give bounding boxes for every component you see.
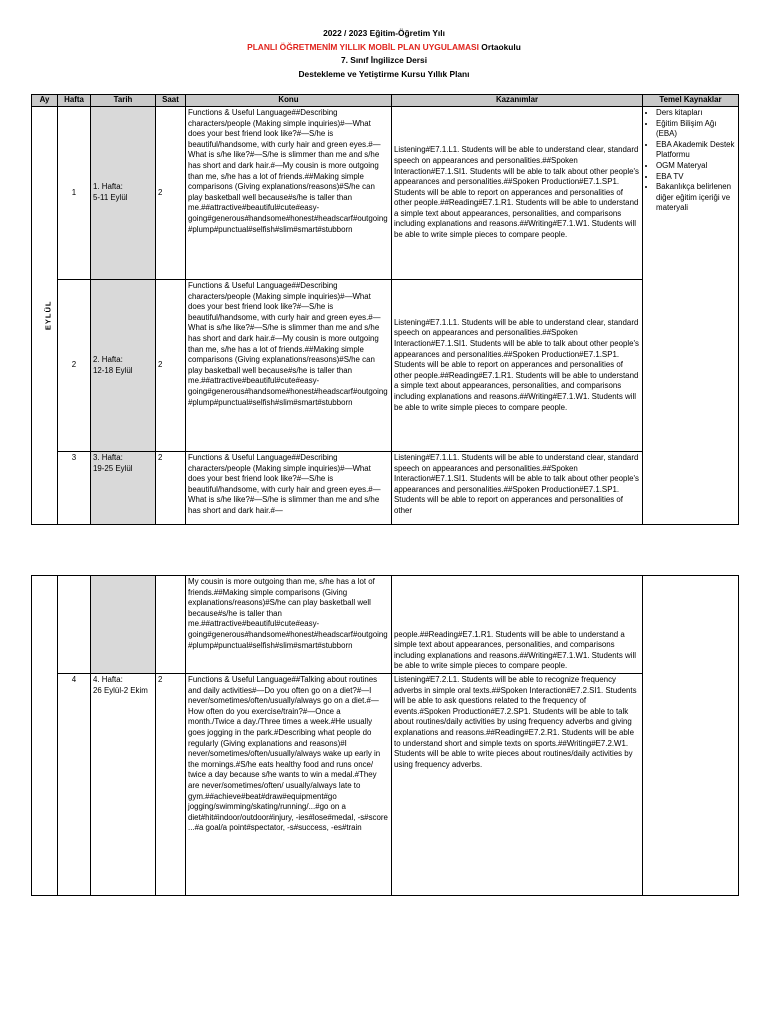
resource-item: • EBA Akademik Destek Platformu (656, 140, 736, 161)
header-school: Ortaokulu (478, 41, 521, 52)
outcomes-text: Listening#E7.1.L1. Students will be able to understand clear, standard speech on appearances and personalities.##Spoken Interaction#E7.1.SI1. Students will be able to talk about other people's appearances and personalities.##Spoken Production#E7.1.SP1. Students will be able to report on apperances and personalities of other people.##Reading#E7.1.R1. Students will be able to understand a simple text about appearances, personalities, and comparisons including explanations and reasons.##Writing#E7.1.W1. Students will be able to write simple pieces to compare people. (392, 280, 643, 452)
outcomes-text: Listening#E7.2.L1. Students will be able to recognize frequency adverbs in simple oral texts.##Spoken Interaction#E7.2.SI1. Students will be able to ask questions related to the frequency of events.#Spoken Production#E7.2.SP1. Students will be able to talk about routines/daily activities by using frequency adverbs and giving explanations and reasons.##Reading#E7.2.R1. Students will be able to understand short and simple texts on sports.##Writing#E7.2.W1. Students will be able to write pieces about routines/daily activities by using frequency adverbs. (392, 674, 643, 896)
header-plan-type: Destekleme ve Yetiştirme Kursu Yıllık Planı (298, 68, 470, 79)
week-date (91, 576, 156, 674)
col-header-tarih: Tarih (91, 95, 156, 107)
document-header (0, 27, 768, 81)
week-date: 4. Hafta: 26 Eylül-2 Ekim (91, 674, 156, 896)
resource-item: • EBA TV (656, 172, 736, 183)
week-number: 3 (58, 452, 91, 525)
resources-cell (643, 107, 739, 525)
hours: 2 (156, 674, 186, 896)
resource-item: • OGM Materyal (656, 161, 736, 172)
topic-text: Functions & Useful Language##Talking about routines and daily activities#—Do you often go on a diet?#—I never/sometimes/often/usually/always go on a diet.#—How often do you exercise/train?#—Once a month./Twice a day./Three times a week.#He usually goes jogging in the park.#Describing what people do regularly (Giving explanations and reasons)#I never/sometimes/often/usually/always wake up early in the mornings.#S/he eats healthy food and runs once/ twice a day because s/he wants to win a medal.#They are never/sometimes/often/ usually/always late to gym.##achieve#beat#draw#equipment#go jogging/swimming/skating/running/...#go on a diet#hit#indoor/outdoor#injury, -ies#lose#medal, -s#score ...#a goal/a point#spectator, -s#success, -es#train (186, 674, 392, 896)
header-course: 7. Sınıf İngilizce Dersi (340, 55, 428, 65)
outcomes-text: people.##Reading#E7.1.R1. Students will be able to understand a simple text about appearances, personalities, and comparisons including explanations and reasons.##Writing#E7.1.W1. Students will be able to write simple pieces to compare people. (392, 576, 643, 674)
month-cell (32, 576, 58, 896)
plan-table-page2 (31, 575, 739, 896)
topic-text: My cousin is more outgoing than me, s/he has a lot of friends.##Making simple comparisons (Giving explanations/reasons)#S/he can play basketball well because#s/he is taller than me.##attractive#beautiful#cute#easy-going#generous#handsome#honest#headscarf#outgoing#plump#punctual#selfish#slim#smart#stubborn (186, 576, 392, 674)
col-header-saat: Saat (156, 95, 186, 107)
topic-text: Functions & Useful Language##Describing characters/people (Making simple inquiries)#—What does your best friend look like?#—S/he is beautiful/handsome, with curly hair and green eyes.#—What is s/he like?#—S/he is slimmer than me and s/he has short and dark hair.#—My cousin is more outgoing than me, s/he has a lot of friends.##Making simple comparisons (Giving explanations/reasons)#S/he can play basketball well because#s/he is taller than me.##attractive#beautiful#cute#easy-going#generous#handsome#honest#headscarf#outgoing#plump#punctual#selfish#slim#smart#stubborn (186, 107, 392, 280)
table-row (32, 280, 739, 452)
week-date: 1. Hafta: 5-11 Eylül (91, 107, 156, 280)
table-row (32, 107, 739, 280)
week-date: 3. Hafta: 19-25 Eylül (91, 452, 156, 525)
col-header-kazanimlar: Kazanımlar (392, 95, 643, 107)
month-label: EYLÜL (43, 300, 53, 331)
topic-text: Functions & Useful Language##Describing characters/people (Making simple inquiries)#—What does your best friend look like?#—S/he is beautiful/handsome, with curly hair and green eyes.#—What is s/he like?#—S/he is slimmer than me and s/he has short and dark hair.#— (186, 452, 392, 525)
resource-item: • Bakanlıkça belirlenen diğer eğitim içeriği ve materyali (656, 182, 736, 214)
table-row (32, 576, 739, 674)
topic-text: Functions & Useful Language##Describing characters/people (Making simple inquiries)#—What does your best friend look like?#—S/he is beautiful/handsome, with curly hair and green eyes.#—What is s/he like?#—S/he is slimmer than me and s/he has short and dark hair.#—My cousin is more outgoing than me, s/he has a lot of friends.##Making simple comparisons (Giving explanations/reasons)#S/he can play basketball well because#s/he is taller than me.##attractive#beautiful#cute#easy-going#generous#handsome#honest#headscarf#outgoing#plump#punctual#selfish#slim#smart#stubborn (186, 280, 392, 452)
header-plan-title (0, 41, 768, 55)
week-number: 1 (58, 107, 91, 280)
header-year: 2022 / 2023 Eğitim-Öğretim Yılı (323, 28, 445, 38)
table-row (32, 452, 739, 525)
week-number: 2 (58, 280, 91, 452)
resources-list (645, 108, 736, 214)
header-plan-name: PLANLI ÖĞRETMENİM YILLIK MOBİL PLAN UYGULAMASI (247, 41, 479, 52)
table-row (32, 674, 739, 896)
resource-item: • Eğitim Bilişim Ağı (EBA) (656, 119, 736, 140)
month-cell (32, 107, 58, 525)
resources-cell (643, 576, 739, 896)
week-date: 2. Hafta: 12-18 Eylül (91, 280, 156, 452)
col-header-konu: Konu (186, 95, 392, 107)
col-header-hafta: Hafta (58, 95, 91, 107)
plan-table-page1 (31, 94, 739, 525)
outcomes-text: Listening#E7.1.L1. Students will be able to understand clear, standard speech on appearances and personalities.##Spoken Interaction#E7.1.SI1. Students will be able to talk about other people's appearances and personalities.##Spoken Production#E7.1.SP1. Students will be able to report on apperances and personalities of other (392, 452, 643, 525)
week-number (58, 576, 91, 674)
hours: 2 (156, 452, 186, 525)
outcomes-text: Listening#E7.1.L1. Students will be able to understand clear, standard speech on appearances and personalities.##Spoken Interaction#E7.1.SI1. Students will be able to talk about other people's appearances and personalities.##Spoken Production#E7.1.SP1. Students will be able to report on apperances and personalities of other people.##Reading#E7.1.R1. Students will be able to understand a simple text about appearances, personalities, and comparisons including explanations and reasons.##Writing#E7.1.W1. Students will be able to write simple pieces to compare people. (392, 107, 643, 280)
week-number: 4 (58, 674, 91, 896)
hours: 2 (156, 280, 186, 452)
hours (156, 576, 186, 674)
col-header-kaynaklar: Temel Kaynaklar (643, 95, 739, 107)
hours: 2 (156, 107, 186, 280)
resource-item: • Ders kitapları (656, 108, 736, 119)
col-header-ay: Ay (32, 95, 58, 107)
